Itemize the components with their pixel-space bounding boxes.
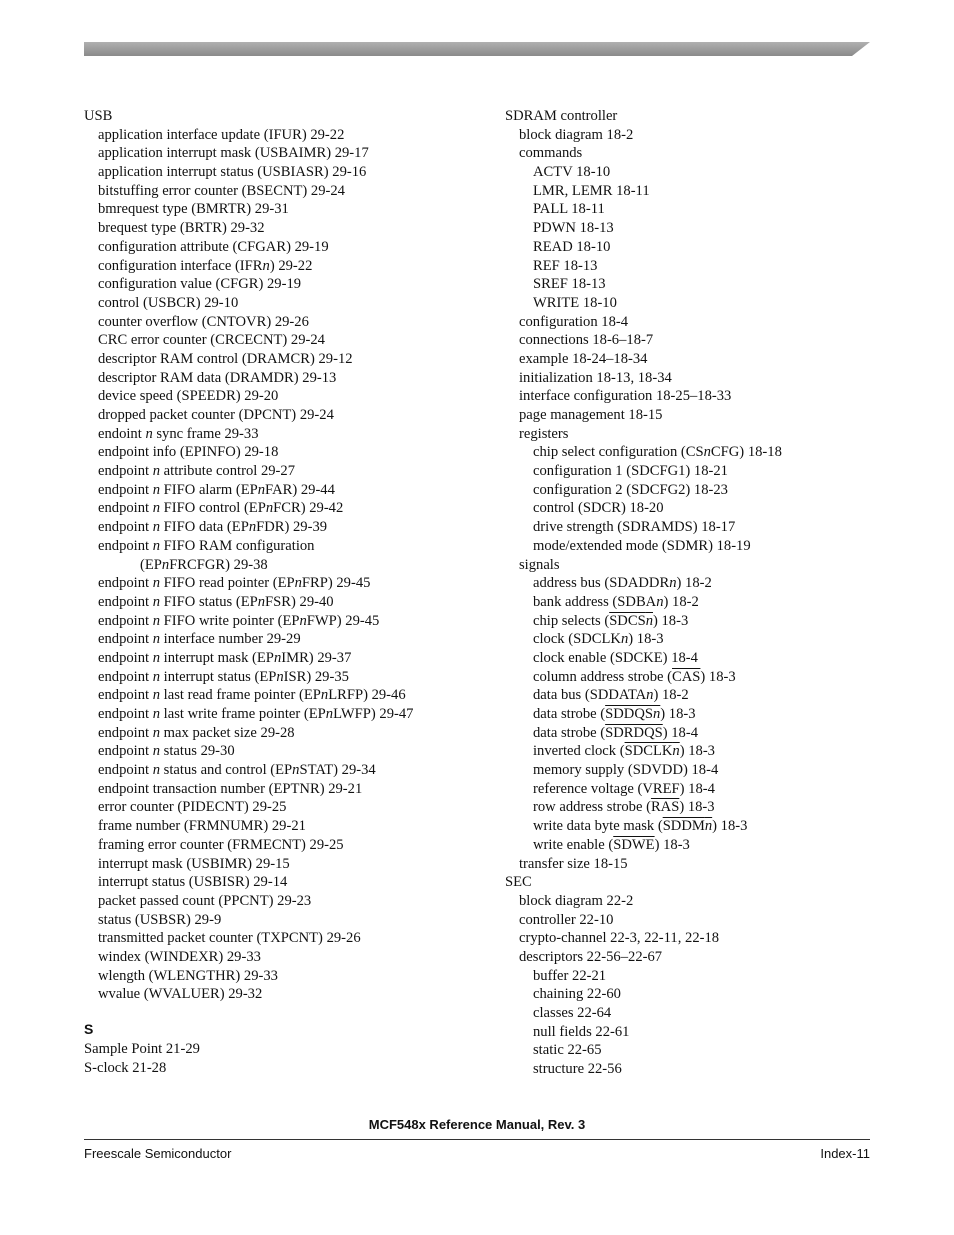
index-entry: windex (WINDEXR) 29-33 — [98, 948, 261, 965]
index-entry: block diagram 18-2 — [519, 126, 634, 143]
index-entry: controller 22-10 — [519, 911, 614, 928]
header-bar — [84, 42, 870, 56]
index-entry: PDWN 18-13 — [533, 220, 614, 237]
index-entry: bank address (SDBAn) 18-2 — [533, 593, 699, 610]
index-entry: registers — [519, 425, 569, 442]
sdram-sec-entry-list — [505, 107, 885, 1079]
s-entry-list — [84, 1040, 464, 1077]
index-entry: control (SDCR) 18-20 — [533, 500, 664, 517]
index-entry: SDRAM controller — [505, 108, 618, 124]
page-number: Index-11 — [820, 1146, 870, 1161]
index-entry: endpoint n FIFO RAM configuration — [98, 537, 315, 554]
index-column-right — [505, 107, 885, 1079]
manual-title: MCF548x Reference Manual, Rev. 3 — [368, 1117, 586, 1132]
index-entry: CRC error counter (CRCECNT) 29-24 — [98, 332, 325, 349]
index-entry: write enable (SDWE) 18-3 — [533, 836, 690, 853]
index-entry: USB — [84, 108, 113, 124]
index-entry: configuration 2 (SDCFG2) 18-23 — [533, 481, 728, 498]
index-entry: wlength (WLENGTHR) 29-33 — [98, 967, 278, 984]
index-entry: drive strength (SDRAMDS) 18-17 — [533, 519, 736, 536]
index-entry: endpoint transaction number (EPTNR) 29-21 — [98, 780, 363, 797]
index-entry: brequest type (BRTR) 29-32 — [98, 220, 265, 237]
index-entry: wvalue (WVALUER) 29-32 — [98, 986, 263, 1003]
index-entry: endpoint n max packet size 29-28 — [98, 724, 295, 741]
index-entry: data strobe (SDRDQS) 18-4 — [533, 724, 698, 741]
index-entry: address bus (SDADDRn) 18-2 — [533, 575, 712, 592]
index-entry: transmitted packet counter (TXPCNT) 29-26 — [98, 930, 361, 947]
index-entry: row address strobe $(\overline{RAS})$ 18-3 — [533, 799, 715, 816]
index-entry: chip select configuration (CSnCFG) 18-18 — [533, 444, 782, 461]
index-entry: clock (SDCLKn) 18-3 — [533, 631, 664, 648]
index-entry: configuration interface (IFRn) 29-22 — [98, 257, 313, 274]
publisher-name: Freescale Semiconductor — [84, 1146, 232, 1161]
index-entry: static 22-65 — [533, 1042, 602, 1059]
index-entry: endpoint n last write frame pointer (EPnLWFP) 29-47 — [98, 706, 414, 722]
index-entry: endpoint n status and control (EPnSTAT) 29-34 — [98, 762, 376, 779]
index-entry: Sample Point 21-29 — [84, 1041, 200, 1057]
index-entry: configuration attribute (CFGAR) 29-19 — [98, 238, 329, 255]
index-entry: SREF 18-13 — [533, 276, 606, 293]
index-entry: device speed (SPEEDR) 29-20 — [98, 388, 279, 405]
index-entry: bitstuffing error counter (BSECNT) 29-24 — [98, 182, 345, 199]
index-entry: initialization 18-13, 18-34 — [519, 369, 672, 386]
index-entry: REF 18-13 — [533, 257, 598, 274]
index-entry: LMR, LEMR 18-11 — [533, 182, 650, 199]
index-entry: endpoint n FIFO data (EPnFDR) 29-39 — [98, 519, 328, 536]
index-entry: memory supply (SDVDD) 18-4 — [533, 762, 719, 779]
index-entry: endpoint n interrupt mask (EPnIMR) 29-37 — [98, 649, 352, 666]
index-entry: counter overflow (CNTOVR) 29-26 — [98, 313, 309, 330]
index-entry: control (USBCR) 29-10 — [98, 294, 239, 311]
index-entry: application interface update (IFUR) 29-22 — [98, 126, 345, 143]
index-entry: configuration 1 (SDCFG1) 18-21 — [533, 463, 728, 480]
index-entry: mode/extended mode (SDMR) 18-19 — [533, 537, 751, 554]
index-entry: endpoint n FIFO read pointer (EPnFRP) 29-45 — [98, 575, 371, 592]
index-entry: S-clock 21-28 — [84, 1059, 167, 1076]
index-entry: null fields 22-61 — [533, 1023, 630, 1040]
index-entry: endpoint n FIFO control (EPnFCR) 29-42 — [98, 500, 344, 517]
index-entry: page management 18-15 — [519, 407, 663, 423]
index-entry: endpoint n FIFO alarm (EPnFAR) 29-44 — [98, 481, 335, 498]
index-entry: data bus (SDDATAn) 18-2 — [533, 687, 689, 704]
index-entry: descriptors 22-56–22-67 — [519, 948, 663, 965]
index-entry: clock enable (SDCKE) 18-4 — [533, 649, 698, 666]
index-entry: endpoint n FIFO write pointer (EPnFWP) 29-45 — [98, 612, 380, 629]
index-entry: endpoint n FIFO status (EPnFSR) 29-40 — [98, 593, 334, 610]
index-entry: data strobe (SDDQSn) 18-3 — [533, 706, 696, 722]
index-entry: commands — [519, 145, 583, 162]
index-entry: interface configuration 18-25–18-33 — [519, 388, 732, 405]
index-entry: application interrupt status (USBIASR) 29-16 — [98, 164, 367, 181]
index-entry: structure 22-56 — [533, 1061, 622, 1078]
index-entry: endpoint n status 29-30 — [98, 743, 235, 760]
index-entry: block diagram 22-2 — [519, 892, 634, 909]
index-entry: inverted clock (SDCLKn) 18-3 — [533, 743, 715, 760]
index-entry: signals — [519, 556, 560, 573]
footer-divider — [84, 1139, 870, 1140]
index-entry: interrupt status (USBISR) 29-14 — [98, 874, 288, 891]
index-entry: application interrupt mask (USBAIMR) 29-17 — [98, 145, 369, 162]
index-column-left — [84, 107, 464, 1077]
index-entry: example 18-24–18-34 — [519, 350, 648, 367]
index-entry: classes 22-64 — [533, 1005, 612, 1021]
index-entry: endpoint n interrupt status (EPnISR) 29-35 — [98, 668, 349, 685]
index-entry: endpoint n interface number 29-29 — [98, 631, 301, 648]
index-entry: descriptor RAM control (DRAMCR) 29-12 — [98, 350, 353, 367]
index-entry: endpoint info (EPINFO) 29-18 — [98, 444, 279, 461]
index-entry: status (USBSR) 29-9 — [98, 911, 222, 928]
index-entry: crypto-channel 22-3, 22-11, 22-18 — [519, 930, 720, 947]
index-entry: ACTV 18-10 — [533, 164, 611, 181]
index-entry: SEC — [505, 874, 532, 891]
index-entry: chaining 22-60 — [533, 986, 621, 1003]
index-entry: frame number (FRMNUMR) 29-21 — [98, 818, 306, 835]
index-entry: packet passed count (PPCNT) 29-23 — [98, 892, 312, 909]
index-entry: reference voltage (VREF) 18-4 — [533, 780, 715, 797]
section-heading-s: S — [84, 1021, 94, 1037]
index-entry: interrupt mask (USBIMR) 29-15 — [98, 855, 290, 872]
index-entry: WRITE 18-10 — [533, 294, 617, 311]
index-entry: configuration 18-4 — [519, 313, 629, 330]
index-entry: dropped packet counter (DPCNT) 29-24 — [98, 407, 334, 423]
index-entry: write data byte mask (SDDMn) 18-3 — [533, 818, 748, 835]
index-entry: buffer 22-21 — [533, 967, 607, 984]
index-entry: transfer size 18-15 — [519, 855, 628, 872]
index-entry: configuration value (CFGR) 29-19 — [98, 276, 302, 293]
index-entry: descriptor RAM data (DRAMDR) 29-13 — [98, 369, 337, 386]
index-entry: error counter (PIDECNT) 29-25 — [98, 799, 287, 816]
usb-entry-list — [84, 107, 464, 1004]
index-entry: endpoint n attribute control 29-27 — [98, 463, 295, 480]
index-entry: READ 18-10 — [533, 238, 611, 255]
index-entry: connections 18-6–18-7 — [519, 332, 654, 349]
index-entry: (EPnFRCFGR) 29-38 — [140, 556, 268, 573]
index-entry: bmrequest type (BMRTR) 29-31 — [98, 201, 289, 218]
index-entry: chip selects (SDCSn) 18-3 — [533, 612, 689, 629]
index-entry: column address strobe $(\overline{CAS})$ 18-3 — [533, 668, 736, 685]
index-entry: framing error counter (FRMECNT) 29-25 — [98, 836, 344, 853]
index-entry: PALL 18-11 — [533, 201, 605, 218]
index-entry: endpoint n last read frame pointer (EPnLRFP) 29-46 — [98, 687, 406, 704]
index-entry: endoint n sync frame 29-33 — [98, 425, 259, 442]
